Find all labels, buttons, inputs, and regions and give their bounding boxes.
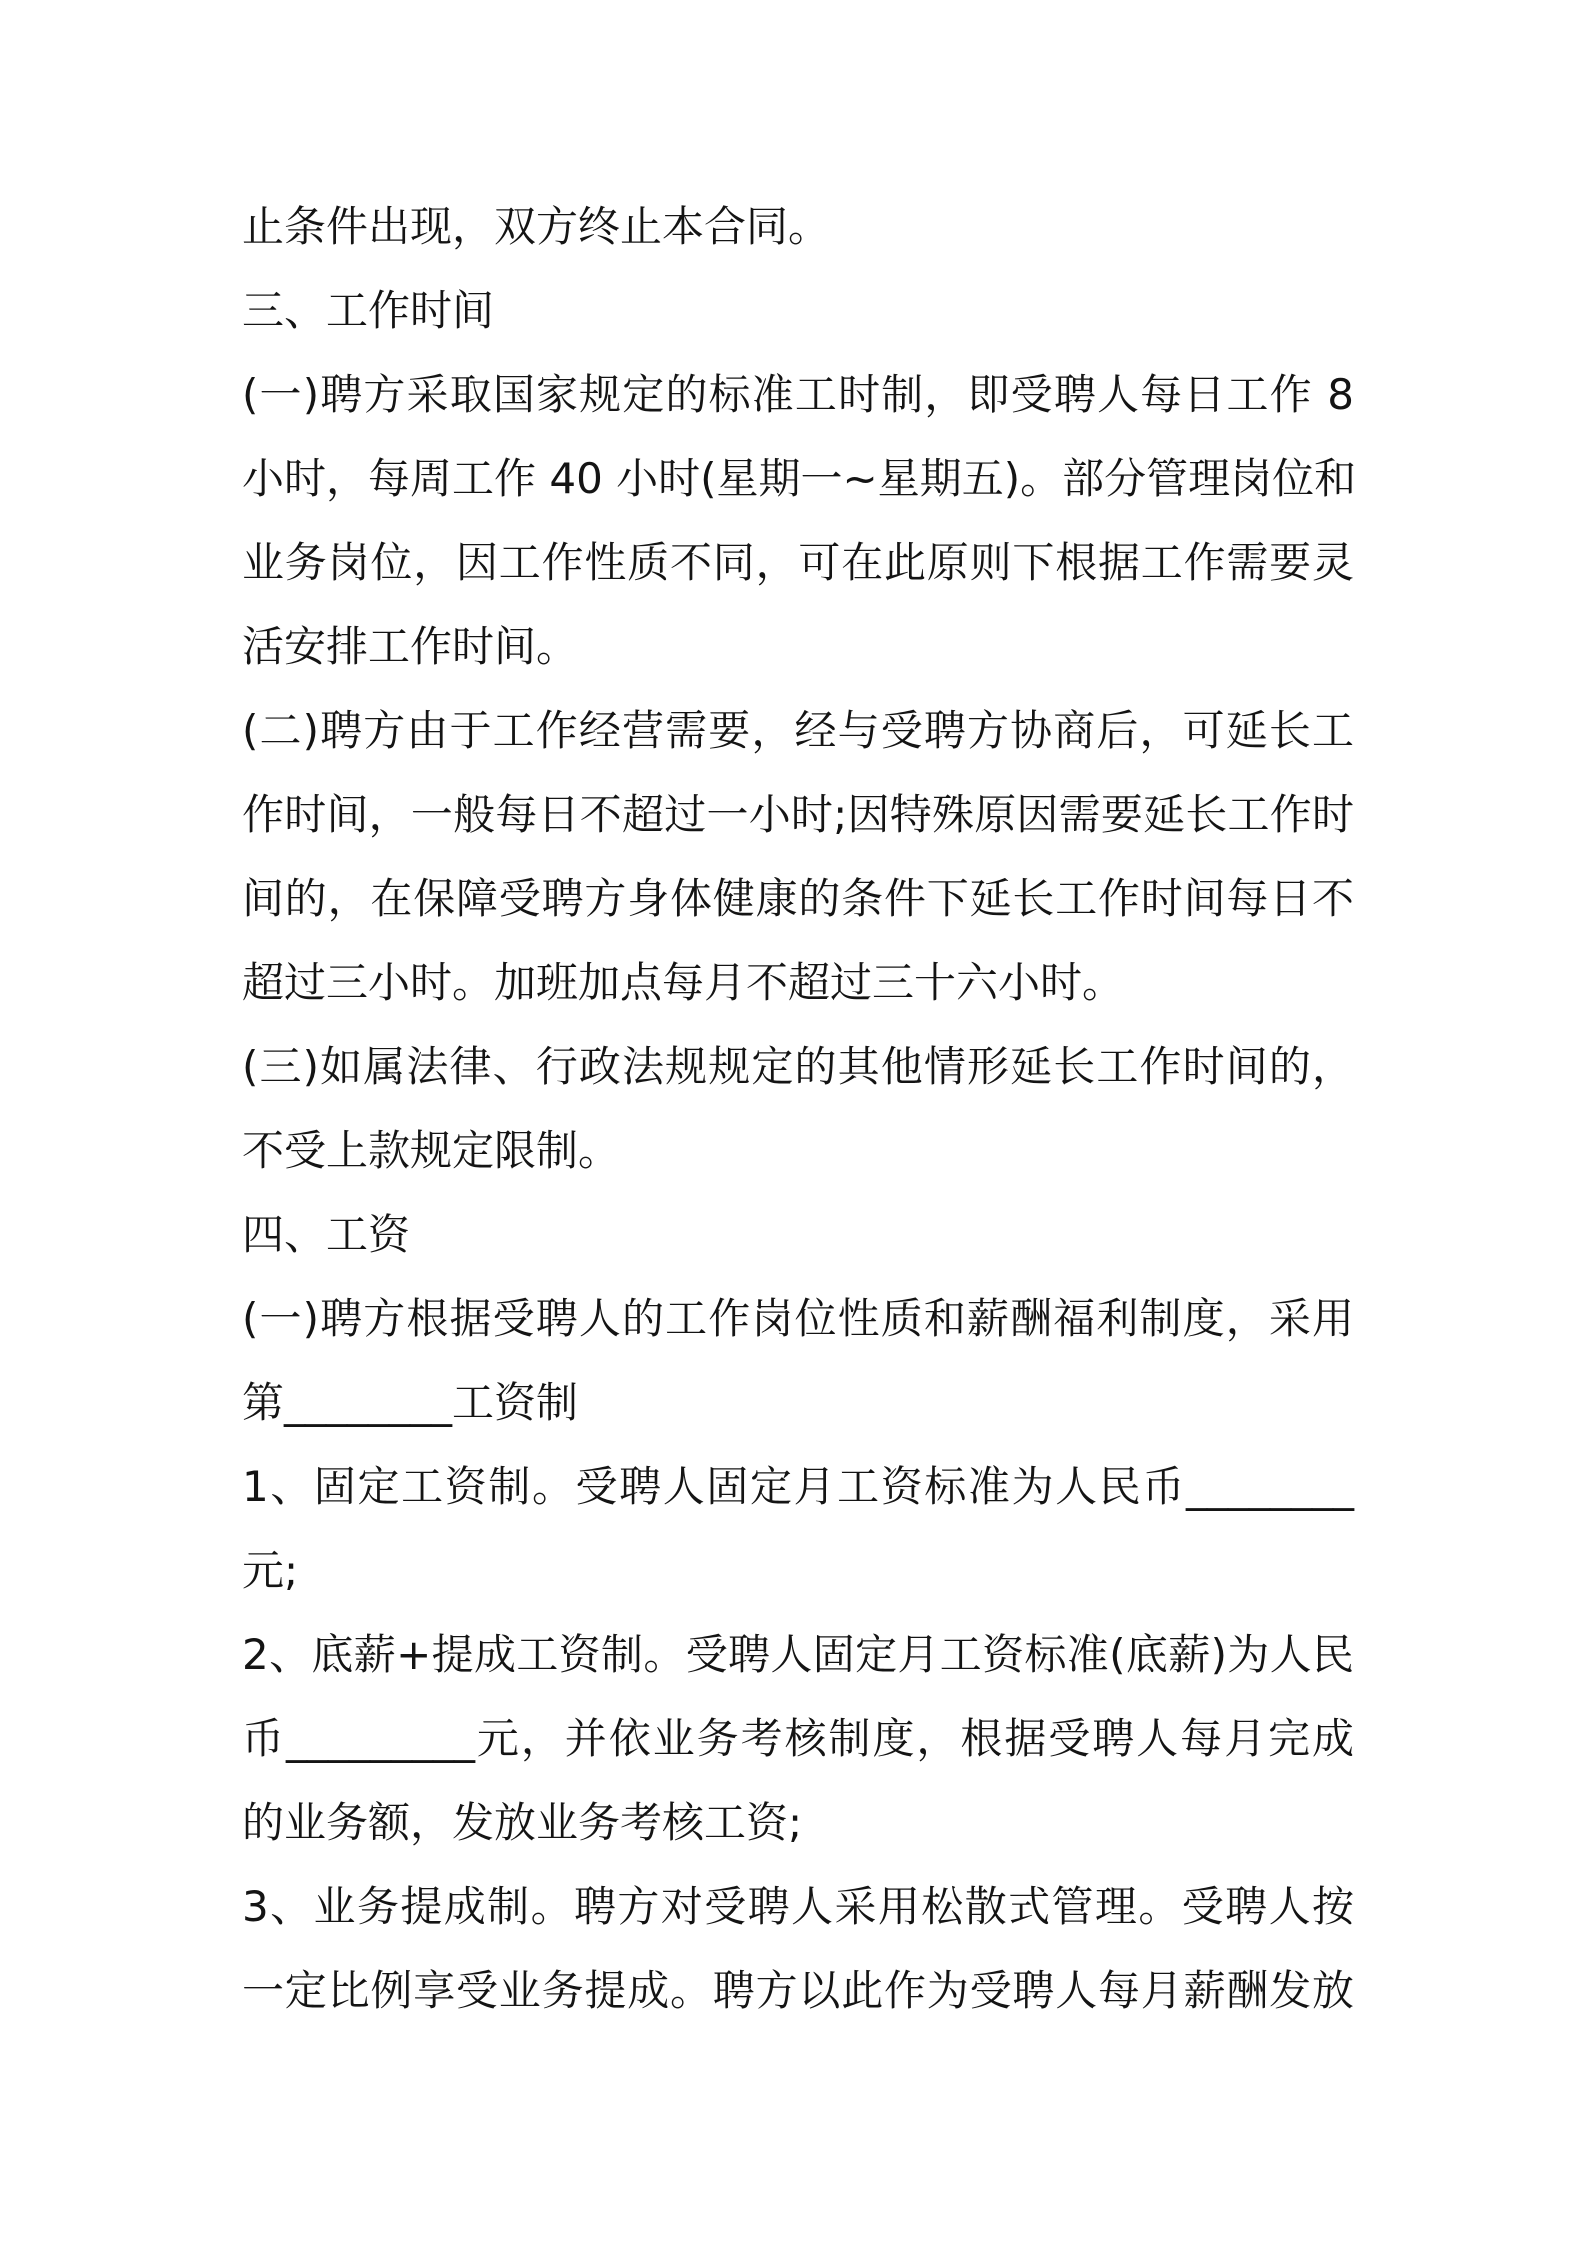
paragraph-line: 一定比例享受业务提成。聘方以此作为受聘人每月薪酬发放 bbox=[242, 1966, 1354, 2015]
paragraph-line: 止条件出现，双方终止本合同。 bbox=[242, 202, 831, 251]
paragraph-line: 超过三小时。加班加点每月不超过三十六小时。 bbox=[242, 958, 1125, 1007]
paragraph-line: 3、业务提成制。聘方对受聘人采用松散式管理。受聘人按 bbox=[242, 1882, 1354, 1931]
paragraph-line: 作时间，一般每日不超过一小时;因特殊原因需要延长工作时 bbox=[242, 790, 1354, 839]
paragraph-line: (一)聘方根据受聘人的工作岗位性质和薪酬福利制度，采用 bbox=[242, 1294, 1354, 1343]
paragraph-line: 业务岗位，因工作性质不同，可在此原则下根据工作需要灵 bbox=[242, 538, 1354, 587]
paragraph-line: 小时，每周工作 40 小时(星期一~星期五)。部分管理岗位和 bbox=[242, 454, 1357, 503]
section-heading: 四、工资 bbox=[242, 1210, 411, 1259]
paragraph-line: 的业务额，发放业务考核工资; bbox=[242, 1798, 803, 1847]
paragraph-line: 2、底薪+提成工资制。受聘人固定月工资标准(底薪)为人民 bbox=[242, 1630, 1354, 1679]
paragraph-line: 币_________元，并依业务考核制度，根据受聘人每月完成 bbox=[242, 1714, 1354, 1763]
paragraph-line: (二)聘方由于工作经营需要，经与受聘方协商后，可延长工 bbox=[242, 706, 1354, 755]
paragraph-line: 第________工资制 bbox=[242, 1378, 579, 1427]
paragraph-line: 1、固定工资制。受聘人固定月工资标准为人民币________ bbox=[242, 1462, 1354, 1511]
paragraph-line: 元; bbox=[242, 1546, 299, 1595]
paragraph-line: (三)如属法律、行政法规规定的其他情形延长工作时间的， bbox=[242, 1042, 1354, 1091]
document-body bbox=[242, 185, 1357, 2033]
section-heading: 三、工作时间 bbox=[242, 286, 495, 335]
paragraph-line: 间的，在保障受聘方身体健康的条件下延长工作时间每日不 bbox=[242, 874, 1354, 923]
paragraph-line: 不受上款规定限制。 bbox=[242, 1126, 621, 1175]
paragraph-line: 活安排工作时间。 bbox=[242, 622, 579, 671]
paragraph-line: (一)聘方采取国家规定的标准工时制，即受聘人每日工作 8 bbox=[242, 370, 1354, 419]
